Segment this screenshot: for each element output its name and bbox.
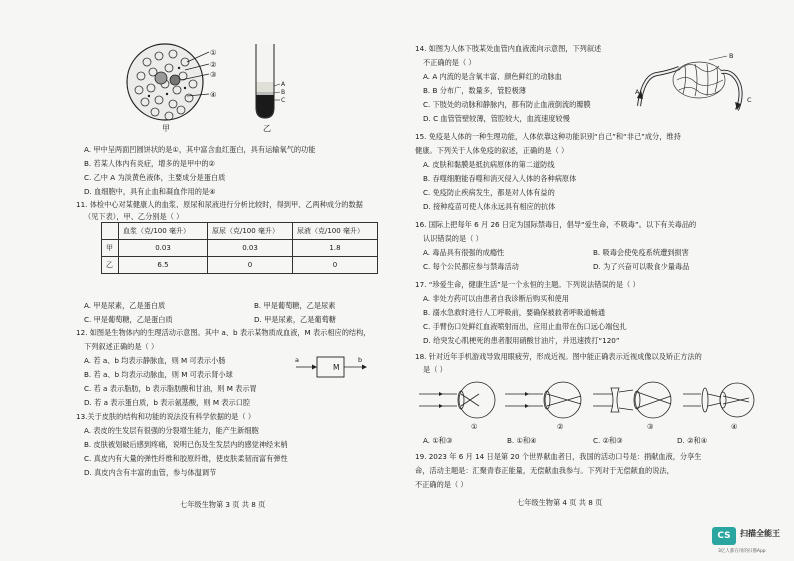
left-page-footer: 七年级生物第 3 页 共 8 页 bbox=[180, 500, 266, 509]
tube-label-c: C bbox=[281, 97, 286, 104]
q18-option-d: D. ②和④ bbox=[677, 436, 708, 445]
q18-option-a: A. ①和③ bbox=[423, 436, 453, 445]
vessel-label-c: C bbox=[747, 96, 752, 104]
table-header-cell: 尿液（克/100 毫升） bbox=[293, 223, 378, 240]
q14-option-a: A. A 内流的是含氧丰富、颜色鲜红的动脉血 bbox=[423, 72, 562, 81]
table-header-row bbox=[102, 223, 378, 240]
table-header-cell: 原尿（克/100 毫升） bbox=[208, 223, 293, 240]
q12-label-m: M bbox=[333, 363, 340, 372]
table-row bbox=[102, 240, 378, 257]
q10-option-a: A. 甲中呈两面凹圆饼状的是①，其中富含血红蛋白，具有运输氧气的功能 bbox=[84, 145, 316, 154]
q15-stem-2: 健康。下列关于人体免疫的叙述，正确的是（ ） bbox=[415, 146, 569, 155]
q11-stem-2: （见下表），甲、乙分别是（ ） bbox=[84, 212, 184, 221]
eye-label-2: ② bbox=[557, 422, 564, 431]
fig-label-jia: 甲 bbox=[162, 124, 170, 133]
q12-label-b: b bbox=[358, 356, 363, 364]
q17-stem: 17. “珍爱生命，健康生活”是一个永恒的主题。下列说法错误的是（ ） bbox=[415, 280, 640, 289]
table-row bbox=[102, 257, 378, 274]
table-cell: 0.03 bbox=[119, 240, 208, 257]
q10-option-b: B. 若某人体内有炎症，增多的是甲中的② bbox=[84, 159, 215, 168]
eye-label-1: ① bbox=[471, 422, 478, 431]
table-cell: 0 bbox=[208, 257, 293, 274]
fig-label-4: ④ bbox=[210, 90, 217, 99]
q12-option-a: A. 若 a、b 均表示静脉血，则 M 可表示小肠 bbox=[84, 356, 226, 365]
q16-stem-1: 16. 国际上把每年 6 月 26 日定为国际禁毒日，倡导“爱生命，不吸毒”。以下有关毒品的 bbox=[415, 220, 697, 229]
table-header-cell bbox=[102, 223, 119, 240]
q16-option-b: B. 吸毒会使免疫系统遭到损害 bbox=[593, 248, 689, 257]
eye-diagrams bbox=[417, 376, 757, 426]
q12-label-a: a bbox=[295, 356, 299, 364]
table-cell: 0.03 bbox=[208, 240, 293, 257]
q12-option-c: C. 若 a 表示脂肪，b 表示脂肪酸和甘油，则 M 表示胃 bbox=[84, 384, 257, 393]
q16-option-a: A. 毒品具有很强的成瘾性 bbox=[423, 248, 505, 257]
table-header-cell: 血浆（克/100 毫升） bbox=[119, 223, 208, 240]
q14-option-b: B. B 分布广，数量多，管腔极薄 bbox=[423, 86, 526, 95]
q17-option-c: C. 手臂伤口处鲜红血液喷射而出，应用止血带在伤口远心端包扎 bbox=[423, 322, 627, 331]
fig-label-2: ② bbox=[210, 60, 217, 69]
q10-option-c: C. 乙中 A 为淡黄色液体，主要成分是蛋白质 bbox=[84, 173, 226, 182]
q15-stem-1: 15. 免疫是人体的一种生理功能，人体依靠这种功能识别“自己”和“非己”成分，维持 bbox=[415, 132, 681, 141]
q17-option-a: A. 非处方药可以由患者自我诊断后购买和使用 bbox=[423, 294, 569, 303]
q19-stem-1: 19. 2023 年 6 月 14 日是第 20 个世界献血者日，我国的活动口号是：捐献血液，分享生 bbox=[415, 452, 702, 461]
q10-option-d: D. 血细胞中，具有止血和凝血作用的是④ bbox=[84, 187, 216, 196]
q14-option-d: D. C 血管管壁较薄，管腔较大，血流速度较慢 bbox=[423, 114, 570, 123]
q11-option-d: D. 甲是尿素，乙是葡萄糖 bbox=[254, 315, 336, 324]
table-cell: 6.5 bbox=[119, 257, 208, 274]
q16-option-c: C. 每个公民都应参与禁毒活动 bbox=[423, 262, 519, 271]
q16-stem-2: 认识错误的是（ ） bbox=[423, 234, 483, 243]
vessel-label-a: A bbox=[635, 88, 640, 96]
right-page bbox=[397, 0, 794, 561]
q12-stem-2: 下列叙述正确的是（ ） bbox=[84, 342, 159, 351]
table-cell: 甲 bbox=[102, 240, 119, 257]
q12-stem-1: 12. 如图是生物体内的生理活动示意图。其中 a、b 表示某物质成血液，M 表示相应的结构， bbox=[76, 328, 371, 337]
q14-option-c: C. 下肢处的动脉和静脉内，都有防止血液倒流的瓣膜 bbox=[423, 100, 591, 109]
q15-option-a: A. 皮肤和黏膜是抵抗病原体的第二道防线 bbox=[423, 160, 555, 169]
q12-option-b: B. 若 a、b 均表示动脉血，则 M 可表示肾小球 bbox=[84, 370, 233, 379]
table-cell: 1.8 bbox=[293, 240, 378, 257]
vessel-label-b: B bbox=[729, 52, 734, 60]
q13-option-b: B. 皮肤被划破后感到疼痛，说明已伤及生发层内的感觉神经末梢 bbox=[84, 440, 288, 449]
camscanner-tagline: 3亿人都在用的扫描App bbox=[718, 549, 766, 554]
q15-option-d: D. 接种疫苗可使人体永远具有相应的抗体 bbox=[423, 202, 556, 211]
q15-option-b: B. 吞噬细胞能吞噬和消灭侵入人体的各种病原体 bbox=[423, 174, 577, 183]
q18-stem: 18. 针对近年手机游戏导致用眼疲劳，形成近视。图中能正确表示近视成像以及矫正方法的 bbox=[415, 352, 702, 361]
test-tube-figure bbox=[252, 42, 292, 122]
table-cell: 乙 bbox=[102, 257, 119, 274]
q12-option-d: D. 若 a 表示蛋白质，b 表示氨基酸，则 M 表示口腔 bbox=[84, 398, 251, 407]
q19-stem-2: 命，活动主题是：汇聚青春正能量，无偿献血我参与。下列对于无偿献血的说法， bbox=[415, 466, 674, 475]
q13-option-c: C. 真皮内有大量的弹性纤维和胶原纤维，使皮肤柔韧而富有弹性 bbox=[84, 454, 288, 463]
q11-data-table bbox=[101, 222, 378, 274]
tube-label-a: A bbox=[281, 81, 286, 88]
tube-label-b: B bbox=[281, 89, 286, 96]
eye-label-4: ④ bbox=[731, 422, 738, 431]
q16-option-d: D. 为了兴奋可以吸食少量毒品 bbox=[593, 262, 690, 271]
right-page-footer: 七年级生物第 4 页 共 8 页 bbox=[517, 498, 603, 507]
q11-option-a: A. 甲是尿素，乙是蛋白质 bbox=[84, 301, 166, 310]
q17-option-d: D. 给突发心肌梗死的患者服用硝酸甘油片，并迅速拨打“120” bbox=[423, 336, 620, 345]
q15-option-c: C. 免疫防止疾病发生，都是对人体有益的 bbox=[423, 188, 555, 197]
q17-option-b: B. 溺水急救时进行人工呼吸前，要确保被救者呼吸道畅通 bbox=[423, 308, 606, 317]
camscanner-logo: CS bbox=[712, 527, 736, 545]
camscanner-brand: 扫描全能王 bbox=[740, 529, 780, 538]
table-cell: 0 bbox=[293, 257, 378, 274]
q11-option-b: B. 甲是葡萄糖，乙是尿素 bbox=[254, 301, 336, 310]
q11-stem-1: 11. 体检中心对某健康人的血浆、原尿和尿液进行分析比较时，得到甲、乙两种成分的数据 bbox=[76, 200, 363, 209]
q14-stem-1: 14. 如图为人体下肢某处血管内血液流向示意图，下列叙述 bbox=[415, 44, 602, 53]
fig-label-3: ③ bbox=[210, 70, 217, 79]
q14-stem-2: 不正确的是（ ） bbox=[423, 58, 476, 67]
q18-option-b: B. ①和④ bbox=[507, 436, 537, 445]
q13-stem: 13.关于皮肤的结构和功能的说法没有科学依据的是（ ） bbox=[76, 412, 256, 421]
q18-option-c: C. ②和③ bbox=[593, 436, 623, 445]
q19-stem-3: 不正确的是（ ） bbox=[415, 480, 468, 489]
fig-label-yi: 乙 bbox=[263, 124, 271, 133]
eye-label-3: ③ bbox=[647, 422, 654, 431]
q13-option-d: D. 真皮内含有丰富的血管，参与体温调节 bbox=[84, 468, 217, 477]
q18-stem-2: 是（ ） bbox=[423, 365, 447, 374]
fig-label-1: ① bbox=[210, 48, 217, 57]
q11-option-c: C. 甲是葡萄糖，乙是蛋白质 bbox=[84, 315, 173, 324]
q13-option-a: A. 表皮的生发层有很强的分裂增生能力，能产生新细胞 bbox=[84, 426, 259, 435]
